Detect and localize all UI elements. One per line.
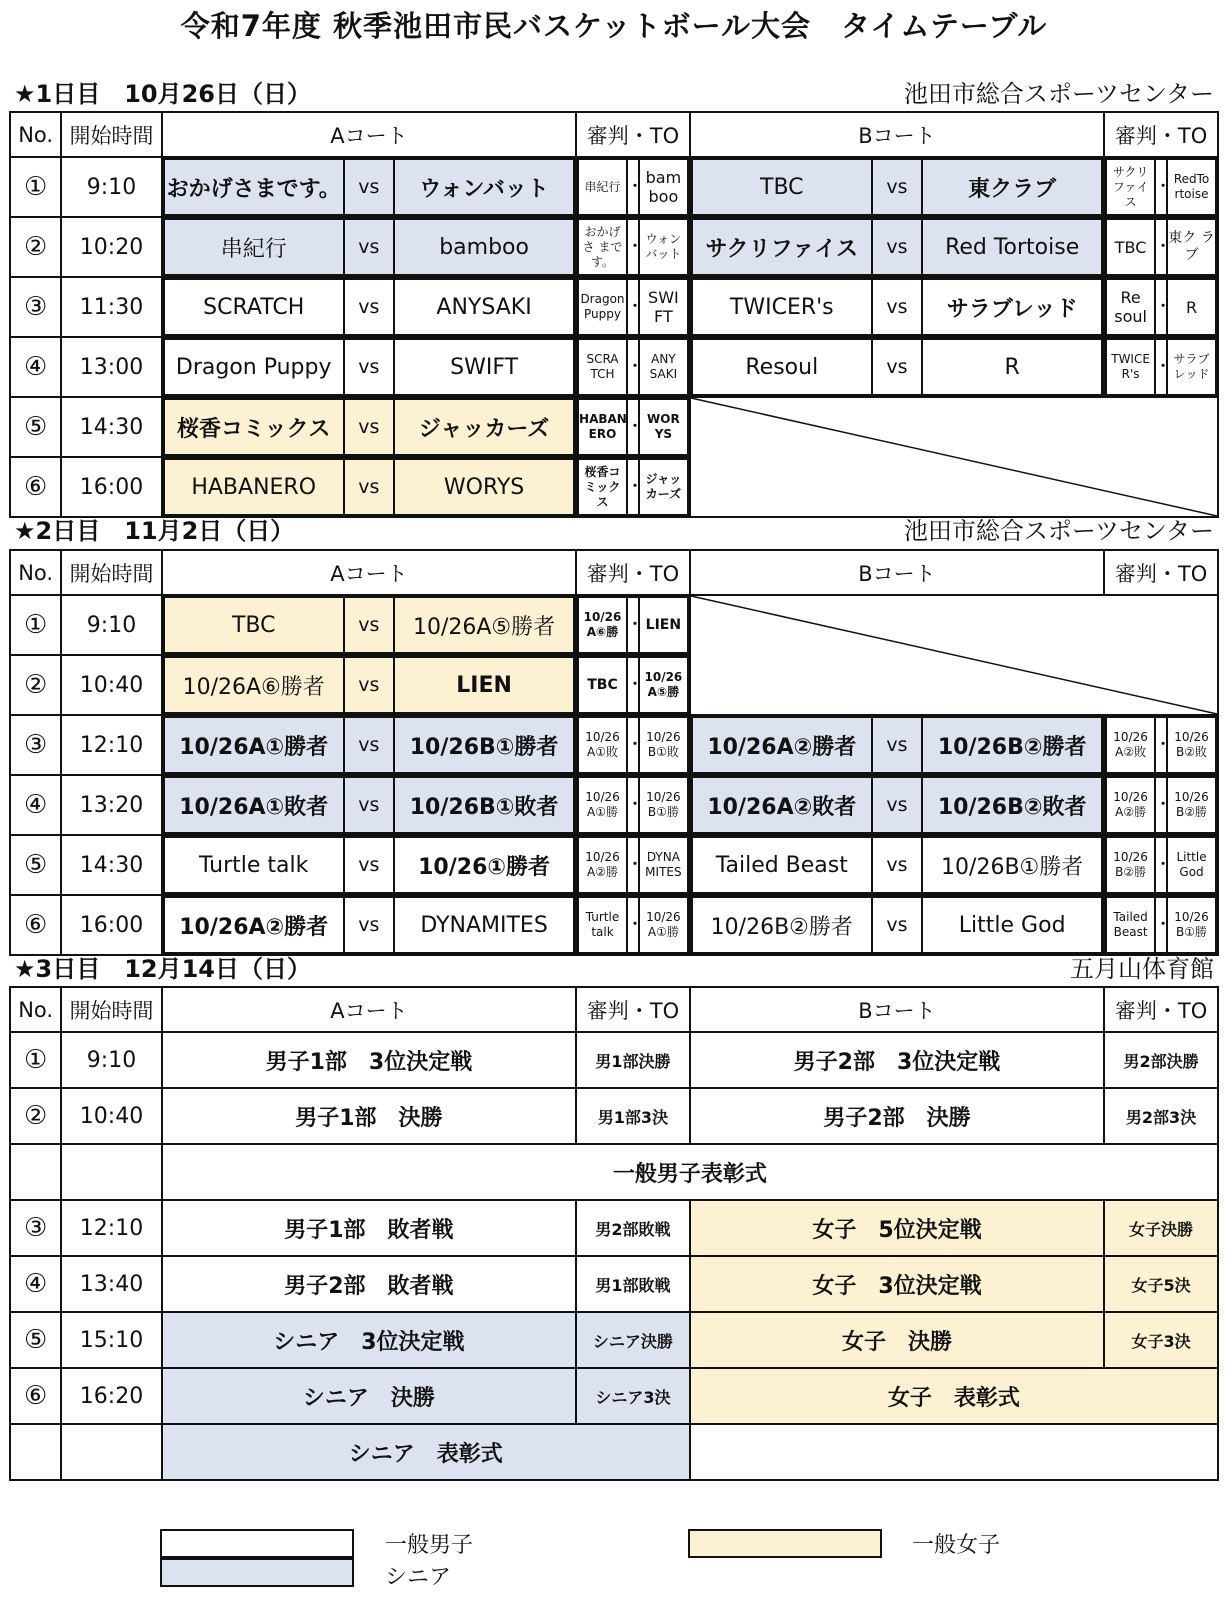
match-no-empty — [10, 1424, 61, 1480]
vs-label: vs — [872, 159, 922, 215]
team-away: WORYS — [394, 459, 574, 515]
legend-swatch-senior — [160, 1558, 354, 1587]
ref-team-1: Turtle talk — [578, 897, 627, 953]
table-row — [10, 1032, 1218, 1088]
match-no: ① — [10, 1032, 61, 1088]
team-home: おかげさまです。 — [164, 159, 344, 215]
col-court-b: Bコート — [690, 550, 1104, 595]
team-home: 10/26A②勝者 — [164, 897, 344, 953]
col-ref-b: 審判・TO — [1104, 987, 1218, 1032]
table-row — [10, 157, 1218, 217]
court-a-ref — [576, 715, 690, 775]
team-away: 10/26B①敗者 — [394, 777, 574, 833]
table-row — [10, 1424, 1218, 1480]
court-b-match: 女子 5位決定戦 — [690, 1200, 1104, 1256]
court-a-ref — [576, 157, 690, 217]
team-away: 10/26B②勝者 — [922, 717, 1102, 773]
vs-label: vs — [872, 339, 922, 395]
team-away: 10/26①勝者 — [394, 837, 574, 893]
match-no: ⑤ — [10, 1312, 61, 1368]
legend-swatch-women — [688, 1529, 882, 1558]
ref-team-2: 10/26 B①勝 — [1167, 897, 1216, 953]
court-a-ref — [576, 895, 690, 955]
ref-team-1: TWICE R's — [1106, 339, 1155, 395]
court-b-ref — [1104, 217, 1218, 277]
court-b-match: 女子 3位決定戦 — [690, 1256, 1104, 1312]
start-time: 10:20 — [61, 217, 161, 277]
court-b-ref — [1104, 835, 1218, 895]
match-no: ⑥ — [10, 457, 61, 517]
match-no: ② — [10, 1088, 61, 1144]
ref-separator: ・ — [627, 339, 639, 395]
court-a-match: 男子1部 決勝 — [162, 1088, 576, 1144]
day2-header — [14, 511, 1214, 545]
team-home: TWICER's — [692, 279, 872, 335]
day1-header — [14, 74, 1214, 108]
col-time: 開始時間 — [61, 987, 161, 1032]
ref-separator: ・ — [1155, 897, 1167, 953]
court-a-match — [162, 457, 576, 517]
court-b-match: 男子2部 決勝 — [690, 1088, 1104, 1144]
court-a-match — [162, 895, 576, 955]
court-a-match — [162, 715, 576, 775]
court-a-ref: シニア決勝 — [576, 1312, 690, 1368]
ref-separator: ・ — [627, 897, 639, 953]
team-home: 串紀行 — [164, 219, 344, 275]
court-a-match: 男子1部 3位決定戦 — [162, 1032, 576, 1088]
ref-separator: ・ — [627, 597, 639, 653]
court-a-ref: シニア3決 — [576, 1368, 690, 1424]
vs-label: vs — [344, 897, 394, 953]
ref-team-2: Little God — [1167, 837, 1216, 893]
team-away: bamboo — [394, 219, 574, 275]
team-away: R — [922, 339, 1102, 395]
ref-team-2: 10/26 B②敗 — [1167, 717, 1216, 773]
men-ceremony: 一般男子表彰式 — [162, 1144, 1218, 1200]
ref-team-1: Dragon Puppy — [578, 279, 627, 335]
vs-label: vs — [872, 897, 922, 953]
header-row — [10, 112, 1218, 157]
match-no: ① — [10, 595, 61, 655]
legend-label-men: 一般男子 — [385, 1533, 474, 1558]
col-no: No. — [10, 987, 61, 1032]
court-a-match — [162, 217, 576, 277]
col-time: 開始時間 — [61, 550, 161, 595]
court-a-ref — [576, 595, 690, 655]
col-court-b: Bコート — [690, 987, 1104, 1032]
team-home: 10/26A②敗者 — [692, 777, 872, 833]
ref-team-1: 10/26 A②敗 — [1106, 717, 1155, 773]
court-b-empty — [690, 595, 1218, 715]
ref-team-1: 桜香コ ミックス — [578, 459, 627, 515]
col-court-a: Aコート — [162, 550, 576, 595]
court-b-match — [690, 157, 1104, 217]
match-no: ② — [10, 217, 61, 277]
day2-table — [9, 549, 1219, 956]
start-time: 16:00 — [61, 457, 161, 517]
team-away: 10/26B②敗者 — [922, 777, 1102, 833]
court-b-ref — [1104, 715, 1218, 775]
table-row — [10, 217, 1218, 277]
table-row — [10, 1144, 1218, 1200]
ref-team-2: SWI FT — [639, 279, 688, 335]
col-court-a: Aコート — [162, 112, 576, 157]
match-no: ④ — [10, 775, 61, 835]
ref-team-2: DYNA MITES — [639, 837, 688, 893]
team-home: 10/26B②勝者 — [692, 897, 872, 953]
court-a-ref — [576, 835, 690, 895]
court-a-ref — [576, 457, 690, 517]
court-b-ref — [1104, 157, 1218, 217]
court-b-ref — [1104, 775, 1218, 835]
ref-team-1: 10/26 A①敗 — [578, 717, 627, 773]
court-b-empty — [690, 1424, 1218, 1480]
start-time: 9:10 — [61, 595, 161, 655]
team-home: TBC — [164, 597, 344, 653]
vs-label: vs — [344, 657, 394, 713]
vs-label: vs — [872, 717, 922, 773]
ref-team-2: ウォン バット — [639, 219, 688, 275]
legend-swatch-men — [160, 1529, 354, 1558]
court-b-ref: 女子5決 — [1104, 1256, 1218, 1312]
court-b-ref — [1104, 895, 1218, 955]
court-a-match — [162, 397, 576, 457]
ref-separator: ・ — [1155, 279, 1167, 335]
team-away: 10/26B①勝者 — [922, 837, 1102, 893]
court-a-ref — [576, 277, 690, 337]
start-time: 9:10 — [61, 157, 161, 217]
ref-team-1: 10/26 A②勝 — [1106, 777, 1155, 833]
col-court-b: Bコート — [690, 112, 1104, 157]
table-row — [10, 277, 1218, 337]
court-a-ref — [576, 397, 690, 457]
start-time-empty — [61, 1424, 161, 1480]
team-home: Tailed Beast — [692, 837, 872, 893]
team-away: ANYSAKI — [394, 279, 574, 335]
vs-label: vs — [344, 837, 394, 893]
court-a-match — [162, 157, 576, 217]
team-home: 桜香コミックス — [164, 399, 344, 455]
vs-label: vs — [344, 777, 394, 833]
day3-label: ★3日目 12月14日（日） — [14, 955, 312, 983]
page-title: 令和7年度 秋季池田市民バスケットボール大会 タイムテーブル — [180, 9, 1048, 43]
match-no: ① — [10, 157, 61, 217]
start-time: 14:30 — [61, 397, 161, 457]
court-a-ref — [576, 217, 690, 277]
col-court-a: Aコート — [162, 987, 576, 1032]
col-ref-a: 審判・TO — [576, 987, 690, 1032]
court-b-match — [690, 775, 1104, 835]
col-ref-a: 審判・TO — [576, 112, 690, 157]
court-b-match — [690, 217, 1104, 277]
ref-team-1: TBC — [578, 657, 627, 713]
team-home: Turtle talk — [164, 837, 344, 893]
day3-header — [14, 949, 1214, 983]
ref-team-1: サクリ ファイス — [1106, 159, 1155, 215]
ref-team-1: Tailed Beast — [1106, 897, 1155, 953]
court-a-ref — [576, 775, 690, 835]
team-away: Red Tortoise — [922, 219, 1102, 275]
ref-separator: ・ — [1155, 339, 1167, 395]
court-a-ref — [576, 337, 690, 397]
vs-label: vs — [872, 279, 922, 335]
team-home: 10/26A②勝者 — [692, 717, 872, 773]
ref-team-2: ANY SAKI — [639, 339, 688, 395]
team-home: Resoul — [692, 339, 872, 395]
team-away: Little God — [922, 897, 1102, 953]
day2-venue: 池田市総合スポーツセンター — [903, 517, 1214, 545]
start-time: 10:40 — [61, 655, 161, 715]
court-b-ref: 男2部3決 — [1104, 1088, 1218, 1144]
court-a-ref: 男1部敗戦 — [576, 1256, 690, 1312]
table-row — [10, 1200, 1218, 1256]
match-no: ④ — [10, 337, 61, 397]
ref-team-1: TBC — [1106, 219, 1155, 275]
vs-label: vs — [872, 777, 922, 833]
team-home: TBC — [692, 159, 872, 215]
header-row — [10, 550, 1218, 595]
start-time: 10:40 — [61, 1088, 161, 1144]
match-no: ③ — [10, 277, 61, 337]
team-home: Dragon Puppy — [164, 339, 344, 395]
ref-team-2: WOR YS — [639, 399, 688, 455]
ref-team-1: 10/26 A⑥勝 — [578, 597, 627, 653]
match-no: ② — [10, 655, 61, 715]
ref-team-2: LIEN — [639, 597, 688, 653]
ref-team-2: 10/26 A⑤勝 — [639, 657, 688, 713]
ref-separator: ・ — [627, 279, 639, 335]
col-time: 開始時間 — [61, 112, 161, 157]
court-a-match: シニア 3位決定戦 — [162, 1312, 576, 1368]
day3-venue: 五月山体育館 — [1070, 955, 1214, 983]
match-no: ④ — [10, 1256, 61, 1312]
vs-label: vs — [872, 837, 922, 893]
match-no: ⑥ — [10, 895, 61, 955]
court-a-match — [162, 595, 576, 655]
court-b-ref: 女子決勝 — [1104, 1200, 1218, 1256]
vs-label: vs — [344, 159, 394, 215]
match-no: ⑥ — [10, 1368, 61, 1424]
day3-table — [9, 986, 1219, 1481]
team-away: 東クラブ — [922, 159, 1102, 215]
start-time: 14:30 — [61, 835, 161, 895]
ref-team-2: 東ク ラブ — [1167, 219, 1216, 275]
ref-team-2: RedTo rtoise — [1167, 159, 1216, 215]
team-away: ジャッカーズ — [394, 399, 574, 455]
col-ref-a: 審判・TO — [576, 550, 690, 595]
ref-team-1: 10/26 A②勝 — [578, 837, 627, 893]
table-row — [10, 775, 1218, 835]
ref-separator: ・ — [627, 459, 639, 515]
team-away: サラブレッド — [922, 279, 1102, 335]
vs-label: vs — [344, 399, 394, 455]
ref-team-1: HABAN ERO — [578, 399, 627, 455]
court-a-ref: 男2部敗戦 — [576, 1200, 690, 1256]
court-b-match — [690, 835, 1104, 895]
ref-team-2: 10/26 B②勝 — [1167, 777, 1216, 833]
ref-separator: ・ — [1155, 159, 1167, 215]
team-away: DYNAMITES — [394, 897, 574, 953]
table-row — [10, 715, 1218, 775]
team-away: 10/26A⑤勝者 — [394, 597, 574, 653]
team-home: 10/26A①敗者 — [164, 777, 344, 833]
vs-label: vs — [344, 219, 394, 275]
table-row — [10, 895, 1218, 955]
ref-separator: ・ — [627, 717, 639, 773]
team-away: SWIFT — [394, 339, 574, 395]
start-time: 12:10 — [61, 715, 161, 775]
day1-label: ★1日目 10月26日（日） — [14, 80, 312, 108]
court-a-match: 男子1部 敗者戦 — [162, 1200, 576, 1256]
court-b-ref: 男2部決勝 — [1104, 1032, 1218, 1088]
ref-team-1: 10/26 B②勝 — [1106, 837, 1155, 893]
court-a-match — [162, 277, 576, 337]
team-away: 10/26B①勝者 — [394, 717, 574, 773]
court-b-match — [690, 337, 1104, 397]
table-row — [10, 835, 1218, 895]
ref-separator: ・ — [627, 399, 639, 455]
senior-ceremony: シニア 表彰式 — [162, 1424, 690, 1480]
table-row — [10, 1088, 1218, 1144]
table-row — [10, 1368, 1218, 1424]
table-row — [10, 1256, 1218, 1312]
court-a-match — [162, 835, 576, 895]
ref-team-2: 10/26 B①勝 — [639, 777, 688, 833]
table-row — [10, 595, 1218, 655]
team-home: サクリファイス — [692, 219, 872, 275]
ref-team-2: サラブ レッド — [1167, 339, 1216, 395]
court-a-match: 男子2部 敗者戦 — [162, 1256, 576, 1312]
ref-separator: ・ — [627, 219, 639, 275]
team-home: 10/26A⑥勝者 — [164, 657, 344, 713]
day2-label: ★2日目 11月2日（日） — [14, 517, 295, 545]
ref-team-2: R — [1167, 279, 1216, 335]
ref-team-1: おかげさ まです。 — [578, 219, 627, 275]
team-home: 10/26A①勝者 — [164, 717, 344, 773]
vs-label: vs — [344, 717, 394, 773]
vs-label: vs — [344, 597, 394, 653]
ref-team-2: bam boo — [639, 159, 688, 215]
court-b-match: 女子 決勝 — [690, 1312, 1104, 1368]
legend-label-women: 一般女子 — [912, 1533, 1001, 1558]
ref-team-2: 10/26 A①勝 — [639, 897, 688, 953]
match-no-empty — [10, 1144, 61, 1200]
team-home: SCRATCH — [164, 279, 344, 335]
header-row — [10, 987, 1218, 1032]
ref-team-1: Re soul — [1106, 279, 1155, 335]
court-b-empty — [690, 397, 1218, 517]
ref-separator: ・ — [1155, 837, 1167, 893]
match-no: ⑤ — [10, 835, 61, 895]
court-a-ref: 男1部3決 — [576, 1088, 690, 1144]
court-a-ref — [576, 655, 690, 715]
court-b-match: 男子2部 3位決定戦 — [690, 1032, 1104, 1088]
start-time: 9:10 — [61, 1032, 161, 1088]
court-b-match — [690, 715, 1104, 775]
diagonal-line — [691, 398, 1217, 516]
court-a-ref: 男1部決勝 — [576, 1032, 690, 1088]
court-b-match — [690, 277, 1104, 337]
start-time-empty — [61, 1144, 161, 1200]
start-time: 16:00 — [61, 895, 161, 955]
court-b-ref — [1104, 277, 1218, 337]
start-time: 12:10 — [61, 1200, 161, 1256]
ref-team-1: 10/26 A①勝 — [578, 777, 627, 833]
ref-separator: ・ — [1155, 777, 1167, 833]
match-no: ③ — [10, 1200, 61, 1256]
legend-label-senior: シニア — [385, 1565, 452, 1590]
col-no: No. — [10, 550, 61, 595]
ref-separator: ・ — [627, 837, 639, 893]
ref-team-1: 串紀行 — [578, 159, 627, 215]
ref-separator: ・ — [627, 159, 639, 215]
ref-team-2: 10/26 B①敗 — [639, 717, 688, 773]
table-row — [10, 1312, 1218, 1368]
ref-separator: ・ — [1155, 219, 1167, 275]
match-no: ③ — [10, 715, 61, 775]
col-ref-b: 審判・TO — [1104, 112, 1218, 157]
start-time: 15:10 — [61, 1312, 161, 1368]
ref-separator: ・ — [627, 777, 639, 833]
court-b-match — [690, 895, 1104, 955]
col-no: No. — [10, 112, 61, 157]
diagonal-line — [691, 596, 1217, 714]
court-a-match: シニア 決勝 — [162, 1368, 576, 1424]
team-away: LIEN — [394, 657, 574, 713]
start-time: 13:20 — [61, 775, 161, 835]
court-b-ref — [1104, 337, 1218, 397]
team-away: ウォンバット — [394, 159, 574, 215]
vs-label: vs — [344, 279, 394, 335]
ref-team-1: SCRA TCH — [578, 339, 627, 395]
vs-label: vs — [872, 219, 922, 275]
start-time: 16:20 — [61, 1368, 161, 1424]
court-a-match — [162, 655, 576, 715]
court-a-match — [162, 337, 576, 397]
vs-label: vs — [344, 459, 394, 515]
ref-team-2: ジャッ カーズ — [639, 459, 688, 515]
day1-venue: 池田市総合スポーツセンター — [903, 80, 1214, 108]
team-home: HABANERO — [164, 459, 344, 515]
court-b-ref: 女子3決 — [1104, 1312, 1218, 1368]
start-time: 11:30 — [61, 277, 161, 337]
ref-separator: ・ — [1155, 717, 1167, 773]
col-ref-b: 審判・TO — [1104, 550, 1218, 595]
table-row — [10, 337, 1218, 397]
ref-separator: ・ — [627, 657, 639, 713]
start-time: 13:00 — [61, 337, 161, 397]
women-ceremony: 女子 表彰式 — [690, 1368, 1218, 1424]
table-row — [10, 397, 1218, 457]
day1-table — [9, 111, 1219, 518]
match-no: ⑤ — [10, 397, 61, 457]
vs-label: vs — [344, 339, 394, 395]
court-a-match — [162, 775, 576, 835]
start-time: 13:40 — [61, 1256, 161, 1312]
